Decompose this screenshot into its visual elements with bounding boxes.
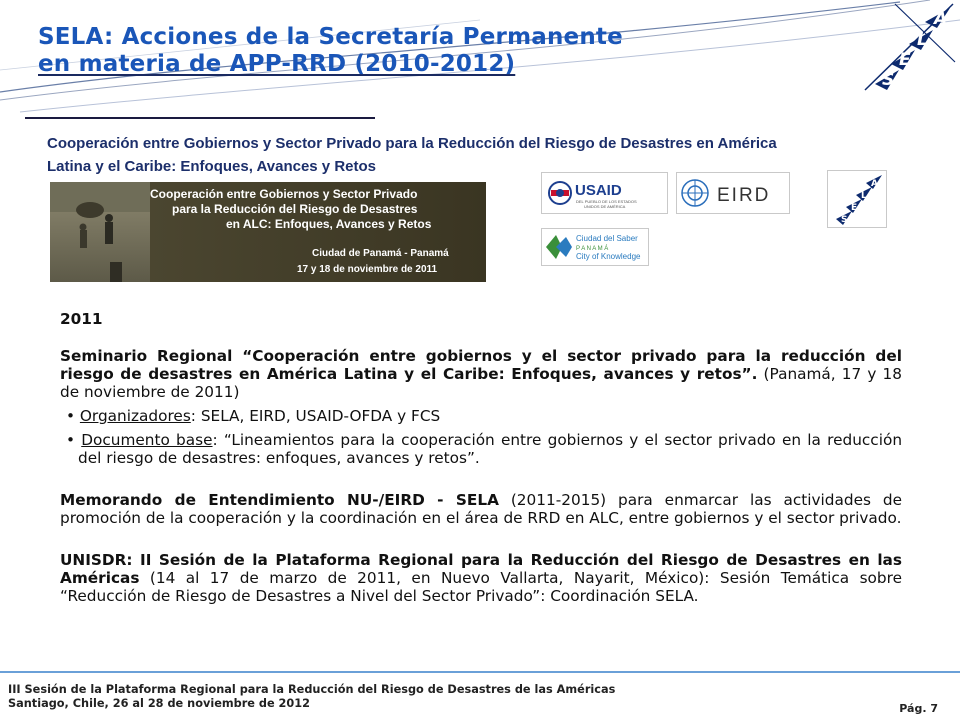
- sela-banner-letter-e: E: [851, 203, 858, 213]
- page-title: [38, 24, 698, 78]
- unisdr-title: UNISDR: II Sesión de la Plataforma Regional para la Reducción del Riesgo de Desastres en las Américas: [60, 551, 902, 587]
- event-photo: [50, 182, 486, 282]
- usaid-logo-subtext-1: DEL PUEBLO DE LOS ESTADOS: [576, 199, 637, 204]
- sela-corner-logo: [855, 2, 958, 94]
- ciudad-logo-line-1: Ciudad del Saber: [576, 234, 638, 243]
- ciudad-logo-line-3: City of Knowledge: [576, 252, 641, 261]
- usaid-logo: [541, 172, 668, 214]
- eird-logo: [676, 172, 790, 214]
- corner-logo-letter-a: A: [934, 9, 948, 29]
- corner-logo-letter-s: S: [882, 70, 895, 90]
- seminario-title: Seminario Regional “Cooperación entre gobiernos y el sector privado para la reducción del riesgo de desastres en América Latina y el Caribe: Enfoques, avances y retos”.: [60, 347, 902, 383]
- page-number: Pág. 7: [899, 702, 938, 715]
- footer-line-1: III Sesión de la Plataforma Regional para la Reducción del Riesgo de Desastres de las Américas: [8, 683, 616, 696]
- title-divider: [25, 117, 375, 119]
- sela-banner-letter-l: L: [861, 191, 867, 201]
- ciudad-logo-line-2: P A N A M Á: [576, 246, 609, 252]
- footer: [8, 683, 615, 711]
- memorando-title: Memorando de Entendimiento NU-/EIRD - SELA: [60, 491, 499, 509]
- footer-divider: [0, 671, 960, 673]
- corner-logo-letter-e: E: [899, 50, 911, 70]
- page-title-line-2: en materia de APP-RRD (2010-2012): [38, 51, 516, 77]
- main-content: [60, 310, 902, 605]
- eird-logo-text: EIRD: [717, 185, 771, 206]
- usaid-logo-text: USAID: [575, 182, 622, 199]
- paragraph-memorando: [60, 491, 902, 527]
- photo-text-line-1: Cooperación entre Gobiernos y Sector Privado: [150, 187, 418, 201]
- page-title-line-1: SELA: Acciones de la Secretaría Permanente: [38, 24, 623, 50]
- usaid-logo-subtext-2: UNIDOS DE AMÉRICA: [584, 204, 626, 209]
- bullet-documento-base: [60, 431, 902, 467]
- photo-text-line-5: 17 y 18 de noviembre de 2011: [297, 264, 438, 275]
- memorando-text: (2011-2015) para enmarcar las actividades de promoción de la cooperación y la coordinación en el área de RRD en ALC, entre gobiernos y el sector privado.: [60, 491, 902, 527]
- unisdr-text: (14 al 17 de marzo de 2011, en Nuevo Vallarta, Nayarit, México): Sesión Temática sobre “Reducción de Riesgo de Desastres a Nivel del Sector Privado”: Coordinación SELA.: [60, 569, 902, 605]
- footer-line-2: Santiago, Chile, 26 al 28 de noviembre de 2012: [8, 697, 310, 710]
- paragraph-seminario: [60, 347, 902, 401]
- photo-text-line-3: en ALC: Enfoques, Avances y Retos: [226, 217, 432, 231]
- banner-title-line-2: Latina y el Caribe: Enfoques, Avances y Retos: [47, 158, 376, 175]
- paragraph-unisdr: [60, 551, 902, 605]
- year-heading: 2011: [60, 310, 103, 328]
- photo-text-line-4: Ciudad de Panamá - Panamá: [312, 248, 449, 259]
- bullet-organizadores: [60, 407, 902, 425]
- sela-banner-letter-a: A: [871, 179, 878, 189]
- documento-base-label: Documento base: [81, 431, 213, 449]
- bullet-dot: •: [66, 431, 82, 449]
- ciudad-del-saber-logo: [541, 228, 649, 266]
- organizadores-label: Organizadores: [79, 407, 191, 425]
- bullet-dot: •: [66, 407, 80, 425]
- seminario-details: (Panamá, 17 y 18 de noviembre de 2011): [60, 365, 902, 401]
- sela-banner-letter-s: S: [841, 215, 848, 225]
- flood-scene-image: [50, 182, 486, 282]
- documento-base-text: : “Lineamientos para la cooperación entre gobiernos y el sector privado en la reducción del riesgo de desastres: enfoques, avances y retos”.: [78, 431, 903, 467]
- organizadores-text: : SELA, EIRD, USAID-OFDA y FCS: [190, 407, 441, 425]
- photo-text-line-2: para la Reducción del Riesgo de Desastres: [172, 202, 418, 216]
- banner-title-line-1: Cooperación entre Gobiernos y Sector Privado para la Reducción del Riesgo de Desastres en América: [47, 135, 777, 152]
- corner-logo-letter-l: L: [917, 30, 928, 50]
- sela-banner-logo: [827, 170, 887, 228]
